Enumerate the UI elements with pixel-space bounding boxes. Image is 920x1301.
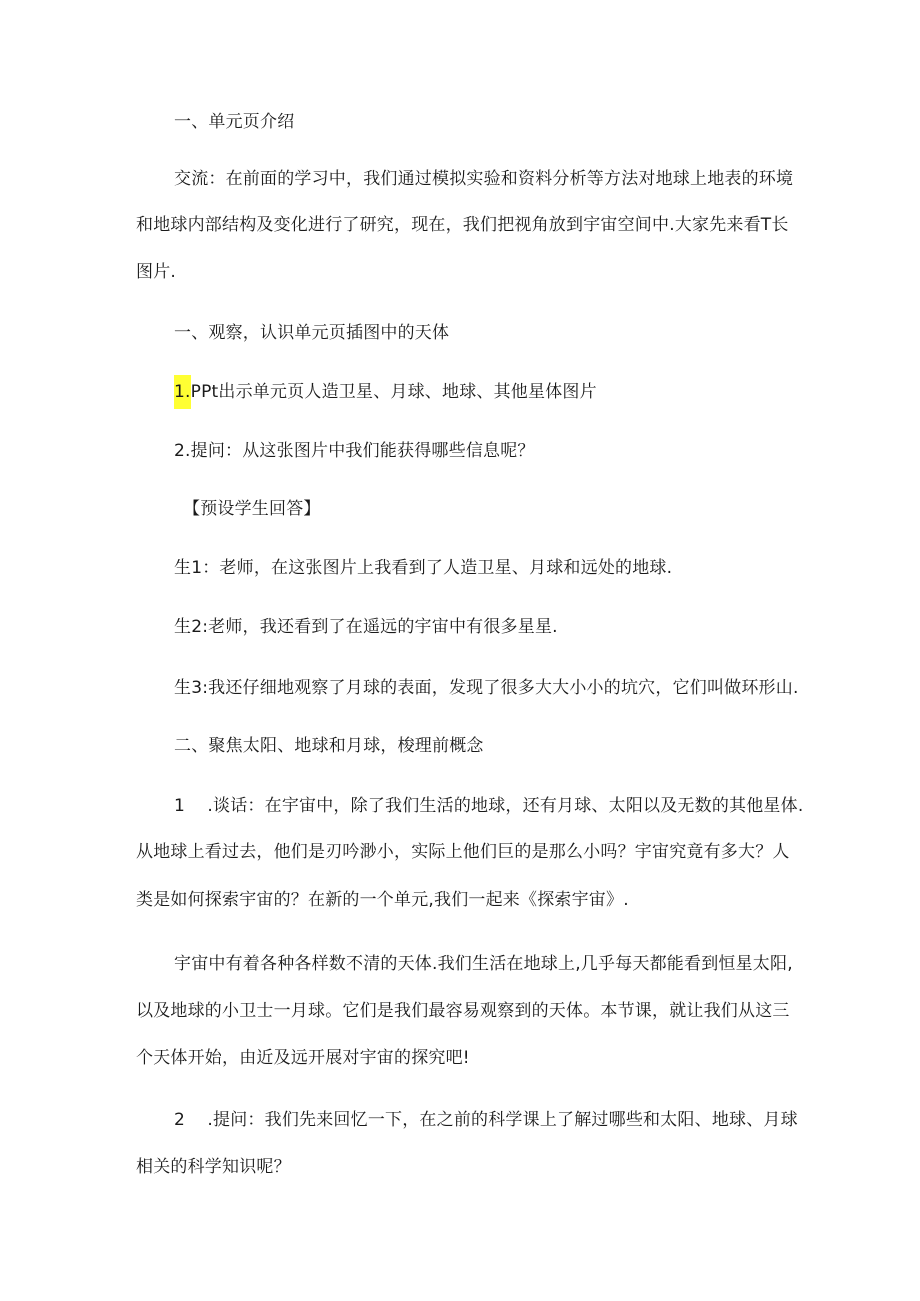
preset-answer-label: 【预设学生回答】	[183, 499, 321, 519]
highlighted-number: 1.	[174, 375, 191, 409]
list-item-1-text: PPt出示单元页人造卫星、月球、地球、其他星体图片	[190, 382, 597, 402]
paragraph-line: 个天体开始，由近及远开展对宇宙的探究吧!	[136, 1048, 470, 1068]
paragraph-line: 类是如何探索宇宙的？在新的一个单元,我们一起来《探索宇宙》.	[136, 890, 629, 910]
paragraph-line: 相关的科学知识呢？	[136, 1157, 291, 1177]
paragraph-line: 从地球上看过去，他们是刃吟渺小，实际上他们巨的是那么小吗？宇宙究竟有多大？人	[136, 842, 790, 862]
paragraph-line: 交流：在前面的学习中，我们通过模拟实验和资料分析等方法对地球上地表的环境	[174, 169, 794, 189]
student-answer-3: 生3:我还仔细地观察了月球的表面，发现了很多大大小小的坑穴，它们叫做环形山.	[174, 678, 799, 698]
section-heading-focus: 二、聚焦太阳、地球和月球，梭理前概念	[174, 736, 484, 756]
paragraph-line: 和地球内部结构及变化进行了研究，现在，我们把视角放到宇宙空间中.大家先来看T长	[136, 215, 789, 235]
paragraph-line: 2 .提问：我们先来回忆一下，在之前的科学课上了解过哪些和太阳、地球、月球	[174, 1110, 798, 1130]
paragraph-line: 1 .谈话：在宇宙中，除了我们生活的地球，还有月球、太阳以及无数的其他星体.	[174, 796, 804, 816]
paragraph-line: 宇宙中有着各种各样数不清的天体.我们生活在地球上,几乎每天都能看到恒星太阳,	[174, 954, 793, 974]
paragraph-line: 以及地球的小卫士一月球。它们是我们最容易观察到的天体。本节课，就让我们从这三	[136, 1001, 790, 1021]
paragraph-line: 图片.	[136, 262, 177, 282]
list-item-1	[174, 381, 597, 409]
list-item-2: 2.提问：从这张图片中我们能获得哪些信息呢？	[174, 441, 535, 461]
student-answer-1: 生1：老师，在这张图片上我看到了人造卫星、月球和远处的地球.	[174, 558, 673, 578]
section-heading-unit-intro: 一、单元页介绍	[174, 112, 295, 132]
section-heading-observe: 一、观察，认识单元页插图中的天体	[174, 323, 450, 343]
student-answer-2: 生2:老师，我还看到了在遥远的宇宙中有很多星星.	[174, 617, 558, 637]
